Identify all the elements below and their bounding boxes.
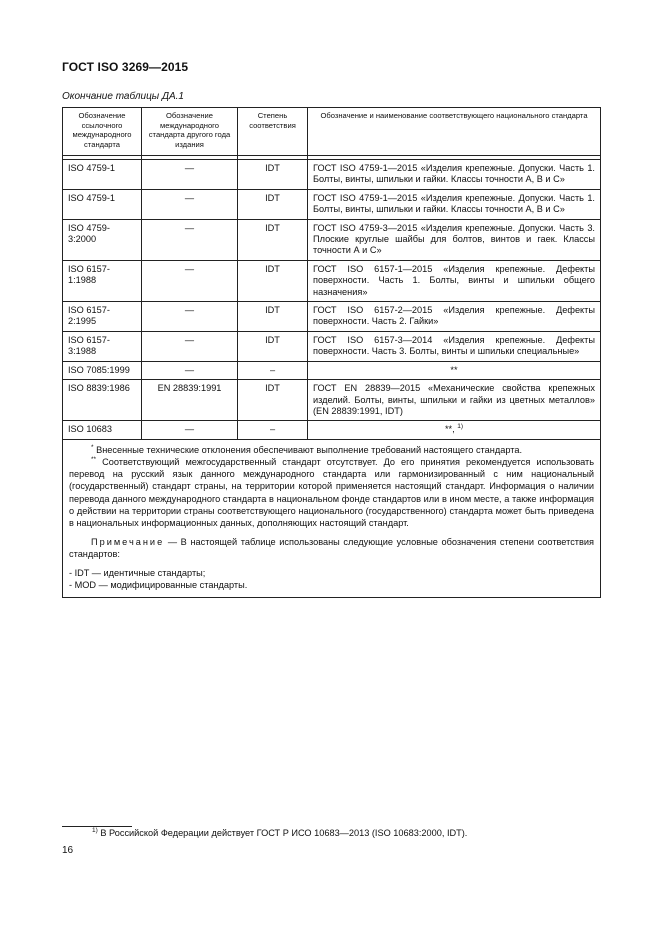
cell-ref: ISO 6157-3:1988	[63, 331, 142, 361]
table-caption: Окончание таблицы ДА.1	[62, 91, 184, 102]
table-row	[63, 380, 601, 421]
cell-national-text: **,	[444, 424, 455, 435]
note-star1-text: Внесенные технические отклонения обеспечивают выполнение требований настоящего стандарта.	[96, 444, 522, 455]
note-text: — В настоящей таблице использованы следующие условные обозначения степени соответствия стандартов:	[69, 537, 594, 560]
standards-table-container	[62, 107, 600, 598]
table-notes	[63, 439, 601, 597]
column-header-other: Обозначение международного стандарта другого года издания	[142, 108, 238, 156]
cell-degree: IDT	[238, 331, 308, 361]
cell-national: ГОСТ ISO 4759-1—2015 «Изделия крепежные. Допуски. Часть 1. Болты, винты, шпильки и гайки. Классы точности А, В и С»	[308, 160, 601, 190]
cell-ref: ISO 4759-1	[63, 189, 142, 219]
table-row	[63, 219, 601, 260]
cell-degree: IDT	[238, 380, 308, 421]
cell-degree: IDT	[238, 260, 308, 301]
standards-table	[62, 107, 601, 598]
cell-national: ГОСТ ISO 6157-3—2014 «Изделия крепежные. Дефекты поверхности. Часть 3. Болты, винты и шпильки специальные»	[308, 331, 601, 361]
cell-ref: ISO 10683	[63, 421, 142, 439]
table-notes-row	[63, 439, 601, 597]
cell-national: ГОСТ ISO 4759-1—2015 «Изделия крепежные. Допуски. Часть 1. Болты, винты, шпильки и гайки. Классы точности А, В и С»	[308, 189, 601, 219]
note-paragraph	[69, 536, 594, 560]
table-row	[63, 361, 601, 379]
table-row	[63, 260, 601, 301]
cell-degree: –	[238, 421, 308, 439]
cell-ref: ISO 8839:1986	[63, 380, 142, 421]
table-header-row	[63, 108, 601, 156]
page-number: 16	[62, 845, 74, 856]
cell-other: —	[142, 189, 238, 219]
list-item: - MOD — модифицированные стандарты.	[69, 579, 248, 590]
cell-ref: ISO 4759-3:2000	[63, 219, 142, 260]
cell-other: —	[142, 302, 238, 332]
cell-other: —	[142, 260, 238, 301]
cell-other: —	[142, 160, 238, 190]
cell-other: —	[142, 331, 238, 361]
column-header-ref: Обозначение ссылочного международного стандарта	[63, 108, 142, 156]
note-star2	[69, 456, 594, 529]
note-star2-mark: **	[91, 455, 97, 463]
cell-ref: ISO 4759-1	[63, 160, 142, 190]
footnote-text: В Российской Федерации действует ГОСТ Р ИСО 10683—2013 (ISO 10683:2000, IDT).	[100, 828, 468, 838]
cell-other: —	[142, 421, 238, 439]
note-star1	[69, 444, 594, 456]
cell-ref: ISO 7085:1999	[63, 361, 142, 379]
cell-ref: ISO 6157-2:1995	[63, 302, 142, 332]
table-row	[63, 421, 601, 439]
cell-ref: ISO 6157-1:1988	[63, 260, 142, 301]
footnote	[92, 828, 467, 838]
cell-other: EN 28839:1991	[142, 380, 238, 421]
note-label: Примечание	[91, 537, 165, 548]
cell-degree: IDT	[238, 302, 308, 332]
cell-other: —	[142, 219, 238, 260]
cell-degree: IDT	[238, 219, 308, 260]
cell-degree: –	[238, 361, 308, 379]
cell-other: —	[142, 361, 238, 379]
cell-national: ГОСТ ISO 6157-1—2015 «Изделия крепежные. Дефекты поверхности. Часть 1. Болты, винты и шпильки общего назначения»	[308, 260, 601, 301]
document-header: ГОСТ ISO 3269—2015	[62, 60, 189, 74]
note-star1-mark: *	[91, 443, 94, 451]
cell-national: ГОСТ ISO 6157-2—2015 «Изделия крепежные. Дефекты поверхности. Часть 2. Гайки»	[308, 302, 601, 332]
table-row	[63, 302, 601, 332]
cell-degree: IDT	[238, 189, 308, 219]
column-header-degree: Степень соответствия	[238, 108, 308, 156]
cell-degree: IDT	[238, 160, 308, 190]
column-header-national: Обозначение и наименование соответствующего национального стандарта	[308, 108, 601, 156]
cell-national: ГОСТ EN 28839—2015 «Механические свойства крепежных изделий. Болты, винты, шпильки и гайки из цветных металлов» (EN 28839:1991, IDT)	[308, 380, 601, 421]
note-list	[69, 567, 594, 591]
cell-national: **	[308, 361, 601, 379]
table-row	[63, 160, 601, 190]
cell-national	[308, 421, 601, 439]
footnote-mark: 1)	[92, 826, 98, 834]
list-item: - IDT — идентичные стандарты;	[69, 567, 206, 578]
note-star2-text: Соответствующий межгосударственный стандарт отсутствует. До его принятия рекомендуется использовать перевод на русский язык данного международного стандарта или гармонизированный с ним национальный (государственный) стандарт страны, на территории которой применяется настоящий стандарт. Информация о наличии перевода данного международного стандарта в национальном фонде стандартов или в ином месте, а также информация о действии на территории страны соответствующего национального (государственного) стандарта может быть приведена в национальных информационных данных, дополняющих настоящий стандарт.	[69, 456, 594, 528]
table-row	[63, 189, 601, 219]
cell-national: ГОСТ ISO 4759-3—2015 «Изделия крепежные. Допуски. Часть 3. Плоские круглые шайбы для болтов, винтов и гаек. Классы точности А и С»	[308, 219, 601, 260]
footnote-reference: 1)	[457, 423, 464, 431]
table-row	[63, 331, 601, 361]
